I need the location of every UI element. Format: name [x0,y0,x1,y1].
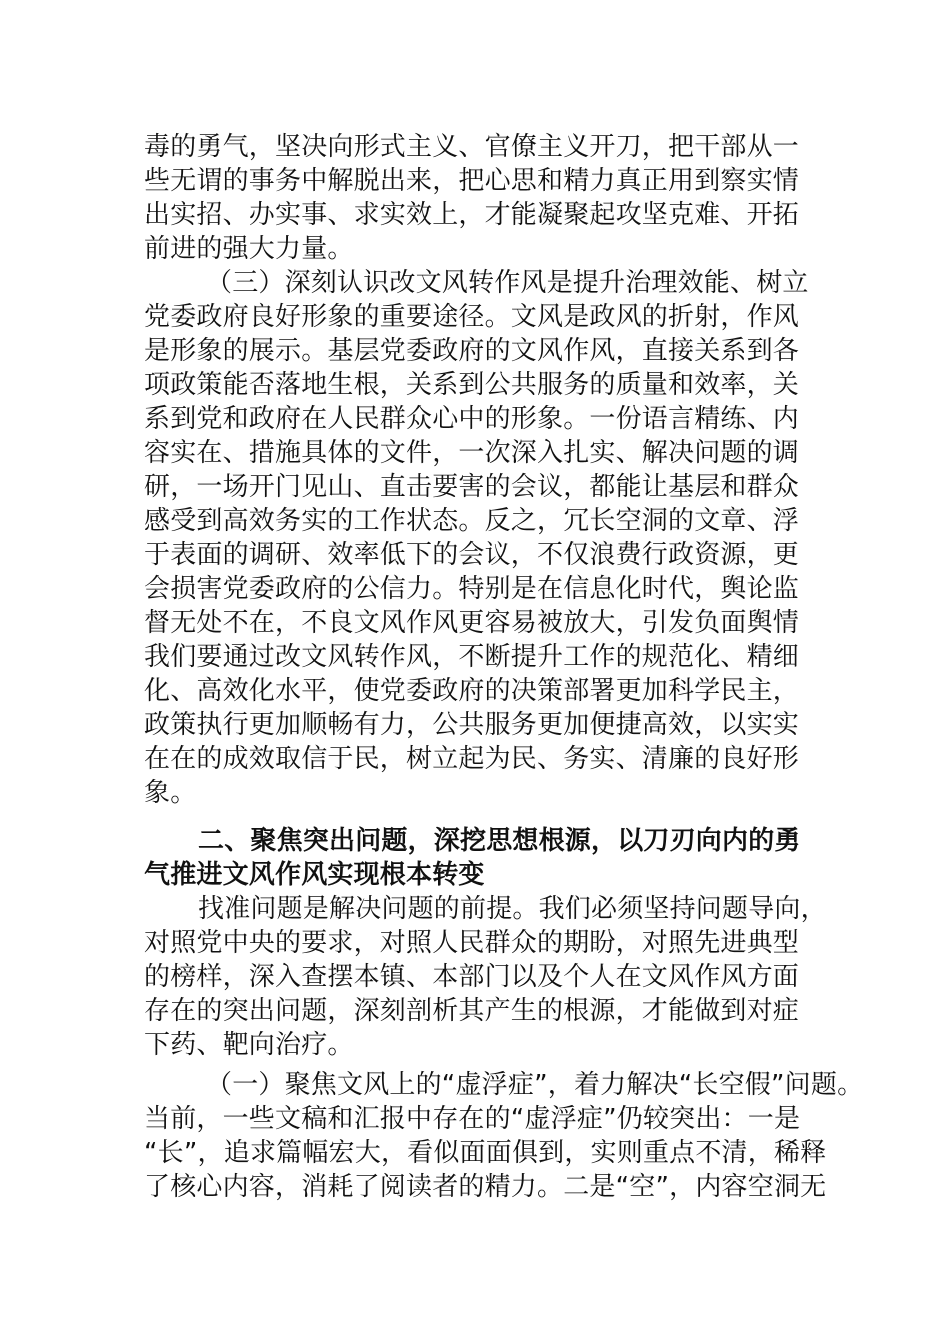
paragraph-line: 的榜样，深入查摆本镇、本部门以及个人在文风作风方面 [144,962,800,992]
paragraph-line: 于表面的调研、效率低下的会议，不仅浪费行政资源，更 [144,540,800,570]
paragraph-line: 在在的成效取信于民，树立起为民、务实、清廉的良好形 [144,744,800,774]
paragraph-line: 存在的突出问题，深刻剖析其产生的根源，才能做到对症 [144,996,800,1026]
subsection-heading-line: （三）深刻认识改文风转作风是提升治理效能、树立 [206,268,809,298]
paragraph-line: 毒的勇气，坚决向形式主义、官僚主义开刀，把干部从一 [144,132,800,162]
paragraph-line: 是形象的展示。基层党委政府的文风作风，直接关系到各 [144,336,800,366]
paragraph-line: 容实在、措施具体的文件，一次深入扎实、解决问题的调 [144,438,800,468]
paragraph-line: 督无处不在，不良文风作风更容易被放大，引发负面舆情 [144,608,800,638]
paragraph-line: 研，一场开门见山、直击要害的会议，都能让基层和群众 [144,472,800,502]
paragraph-line: 些无谓的事务中解脱出来，把心思和精力真正用到察实情 [144,166,800,196]
subsection-heading-line: （一）聚焦文风上的“虚浮症”，着力解决“长空假”问题。 [206,1070,864,1100]
paragraph-line: 会损害党委政府的公信力。特别是在信息化时代，舆论监 [144,574,800,604]
paragraph-line: 对照党中央的要求，对照人民群众的期盼，对照先进典型 [144,928,800,958]
paragraph-line: 党委政府良好形象的重要途径。文风是政风的折射，作风 [144,302,800,332]
paragraph-line: “长”，追求篇幅宏大，看似面面俱到，实则重点不清，稀释 [144,1138,827,1168]
paragraph-line: 项政策能否落地生根，关系到公共服务的质量和效率，关 [144,370,800,400]
paragraph-line: 出实招、办实事、求实效上，才能凝聚起攻坚克难、开拓 [144,200,800,230]
paragraph-line: 化、高效化水平，使党委政府的决策部署更加科学民主， [144,676,800,706]
paragraph-line: 感受到高效务实的工作状态。反之，冗长空洞的文章、浮 [144,506,800,536]
paragraph-line: 前进的强大力量。 [144,234,354,264]
paragraph-line: 了核心内容，消耗了阅读者的精力。二是“空”，内容空洞无 [144,1172,827,1202]
paragraph-line: 当前，一些文稿和汇报中存在的“虚浮症”仍较突出：一是 [144,1104,801,1134]
section-heading-line: 二、聚焦突出问题，深挖思想根源，以刀刃向内的勇 [198,826,801,856]
section-heading-line: 气推进文风作风实现根本转变 [144,860,485,890]
paragraph-line: 下药、靶向治疗。 [144,1030,354,1060]
paragraph-line: 系到党和政府在人民群众心中的形象。一份语言精练、内 [144,404,800,434]
paragraph-line: 政策执行更加顺畅有力，公共服务更加便捷高效，以实实 [144,710,800,740]
paragraph-line: 象。 [144,778,197,808]
paragraph-line: 找准问题是解决问题的前提。我们必须坚持问题导向， [198,894,827,924]
paragraph-line: 我们要通过改文风转作风，不断提升工作的规范化、精细 [144,642,800,672]
